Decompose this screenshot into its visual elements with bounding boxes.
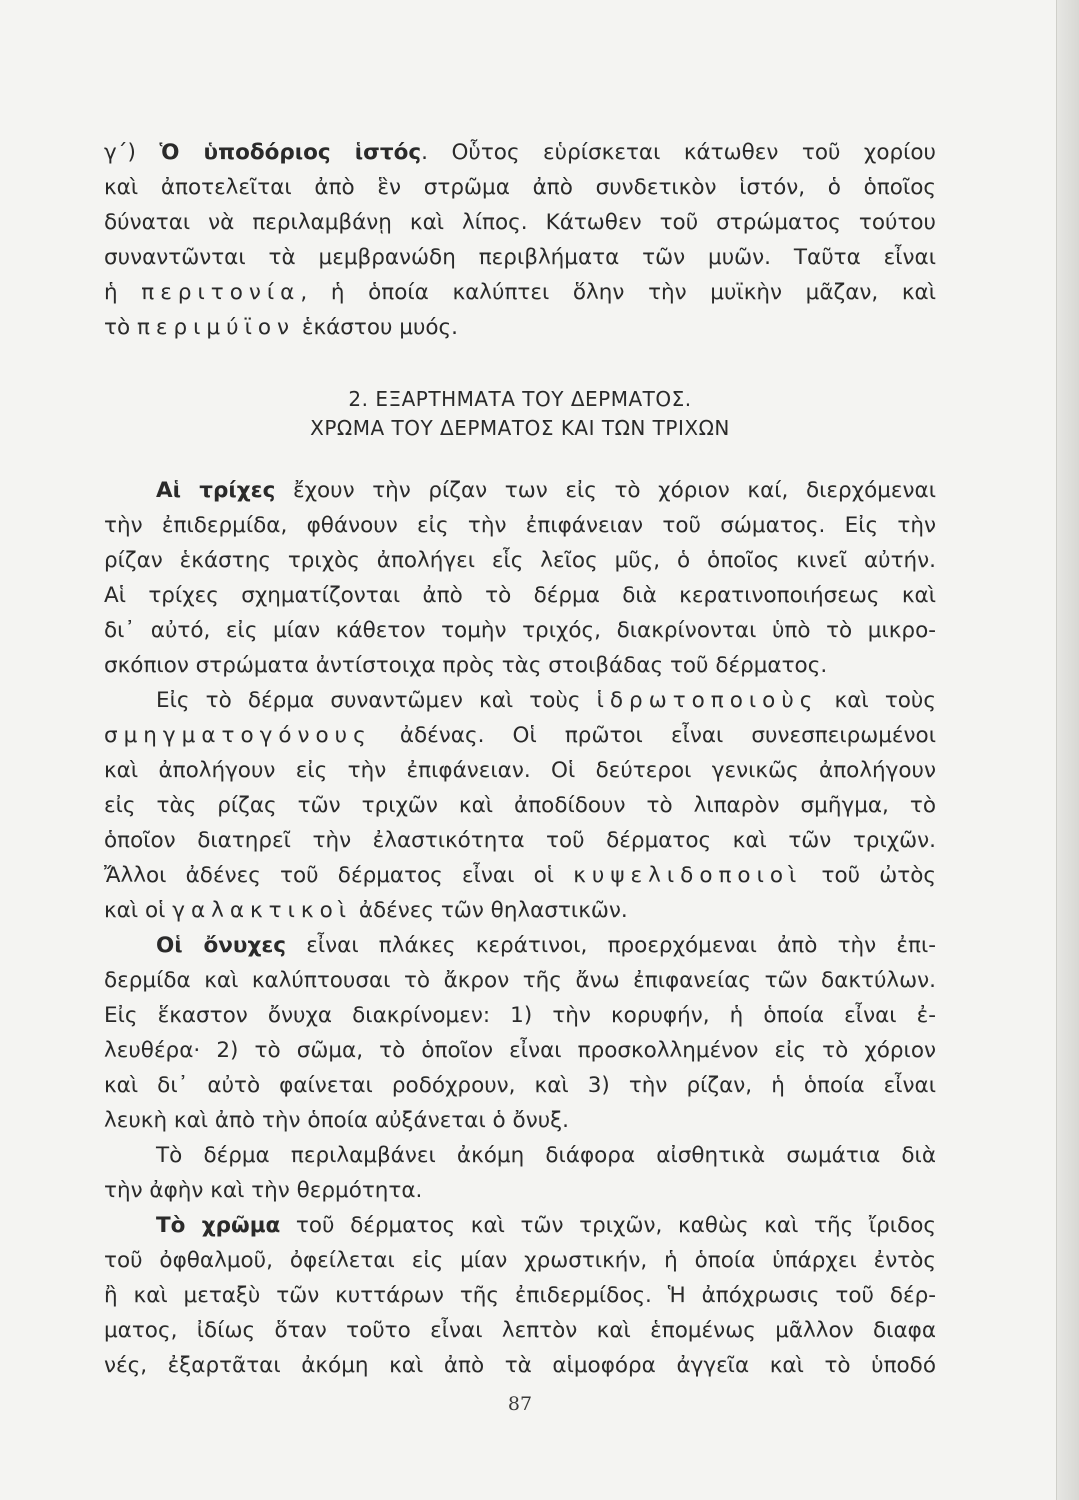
text-run: καὶ ἀποτελεῖται ἀπὸ ἓν στρῶμα ἀπὸ συνδετικὸν ἱστόν, ὁ ὁποῖος <box>104 175 936 200</box>
text-line <box>104 1208 936 1243</box>
text-run: νές, ἐξαρτᾶται ἀκόμη καὶ ἀπὸ τὰ αἱμοφόρα ἀγγεῖα καὶ τὸ ὑποδό <box>104 1353 936 1378</box>
text-line <box>104 275 936 310</box>
bold-term: Οἱ ὄνυχες <box>156 933 287 958</box>
text-run: συναντῶνται τὰ μεμβρανώδη περιβλήματα τῶν μυῶν. Ταῦτα εἶναι <box>104 245 936 270</box>
text-run: ρίζαν ἑκάστης τριχὸς ἀπολήγει εἷς λεῖος μῦς, ὁ ὁποῖος κινεῖ αὐτήν. <box>104 548 936 573</box>
text-run: εἶναι πλάκες κεράτινοι, προερχόμεναι ἀπὸ τὴν ἐπι- <box>286 933 936 958</box>
text-run: δύναται νὰ περιλαμβάνῃ καὶ λίπος. Κάτωθεν τοῦ στρώματος τούτου <box>104 210 936 235</box>
text-run: τὴν ἐπιδερμίδα, φθάνουν εἰς τὴν ἐπιφάνειαν τοῦ σώματος. Εἰς τὴν <box>104 513 936 538</box>
page-edge <box>1056 0 1079 1500</box>
text-run: Εἰς τὸ δέρμα συναντῶμεν καὶ τοὺς <box>156 688 597 713</box>
text-run: τὴν ἀφὴν καὶ τὴν θερμότητα. <box>104 1178 423 1203</box>
text-run: ματος, ἰδίως ὅταν τοῦτο εἶναι λεπτὸν καὶ ἑπομένως μᾶλλον διαφα <box>104 1318 936 1343</box>
text-line <box>104 718 936 753</box>
text-line <box>104 310 936 345</box>
text-line <box>104 473 936 508</box>
spaced-term: σμηγματογόνους <box>104 723 372 748</box>
text-run: τοῦ ὠτὸς <box>802 863 936 888</box>
text-line <box>104 1243 936 1278</box>
text-line <box>104 578 936 613</box>
text-run: ἑκάστου μυός. <box>294 315 459 340</box>
text-line <box>104 998 936 1033</box>
text-line <box>104 170 936 205</box>
bold-term: Αἱ τρίχες <box>156 478 276 503</box>
text-line <box>104 1033 936 1068</box>
text-run: λευκὴ καὶ ἀπὸ τὴν ὁποία αὐξάνεται ὁ ὄνυξ. <box>104 1108 569 1133</box>
section-heading-line-1: 2. ΕΞΑΡΤΗΜΑΤΑ ΤΟΥ ΔΕΡΜΑΤΟΣ. <box>348 387 692 411</box>
text-run: τοῦ ὀφθαλμοῦ, ὀφείλεται εἰς μίαν χρωστικήν, ἡ ὁποία ὑπάρχει ἐντὸς <box>104 1248 936 1273</box>
text-line <box>104 1173 936 1208</box>
section-heading-line-2: ΧΡΩΜΑ ΤΟΥ ΔΕΡΜΑΤΟΣ ΚΑΙ ΤΩΝ ΤΡΙΧΩΝ <box>310 416 730 440</box>
text-run: δι᾽ αὐτό, εἰς μίαν κάθετον τομὴν τριχός, διακρίνονται ὑπὸ τὸ μικρο- <box>104 618 936 643</box>
text-run: εἰς τὰς ρίζας τῶν τριχῶν καὶ ἀποδίδουν τὸ λιπαρὸν σμῆγμα, τὸ <box>104 793 936 818</box>
text-line <box>104 543 936 578</box>
text-run: καὶ οἱ <box>104 898 173 923</box>
page-text <box>104 135 936 1383</box>
text-line <box>104 648 936 683</box>
text-run: τοῦ δέρματος καὶ τῶν τριχῶν, καθὼς καὶ τῆς ἴριδος <box>280 1213 936 1238</box>
text-line <box>104 963 936 998</box>
text-line <box>104 1068 936 1103</box>
text-run: καὶ ἀπολήγουν εἰς τὴν ἐπιφάνειαν. Οἱ δεύτεροι γενικῶς ἀπολήγουν <box>104 758 936 783</box>
text-run: , ἡ ὁποία καλύπτει ὅλην τὴν μυϊκὴν μᾶζαν, καὶ <box>300 280 936 305</box>
text-line <box>104 1348 936 1383</box>
text-line <box>104 205 936 240</box>
subcutaneous-tissue-paragraph <box>104 135 936 345</box>
bold-term: Τὸ χρῶμα <box>156 1213 281 1238</box>
text-line <box>104 1138 936 1173</box>
text-run: Ἄλλοι ἀδένες τοῦ δέρματος εἶναι οἱ <box>104 863 574 888</box>
spaced-term: ἱδρωτοποιοὺς <box>596 688 819 713</box>
text-run: Τὸ δέρμα περιλαμβάνει ἀκόμη διάφορα αἰσθητικὰ σωμάτια διὰ <box>156 1143 936 1168</box>
text-line <box>104 683 936 718</box>
text-line <box>104 613 936 648</box>
text-line <box>104 788 936 823</box>
text-run: Εἰς ἕκαστον ὄνυχα διακρίνομεν: 1) τὴν κορυφήν, ἡ ὁποία εἶναι ἐ- <box>104 1003 936 1028</box>
text-run: δερμίδα καὶ καλύπτουσαι τὸ ἄκρον τῆς ἄνω ἐπιφανείας τῶν δακτύλων. <box>104 968 936 993</box>
text-line <box>104 1278 936 1313</box>
text-line <box>104 135 936 170</box>
text-run: τὸ <box>104 315 137 340</box>
text-line <box>104 1313 936 1348</box>
text-run: καὶ δι᾽ αὐτὸ φαίνεται ροδόχρουν, καὶ 3) τὴν ρίζαν, ἡ ὁποία εἶναι <box>104 1073 936 1098</box>
page-number: 87 <box>507 1393 533 1415</box>
spaced-term: κυψελιδοποιοὶ <box>573 863 803 888</box>
spaced-term: περιτονία <box>141 280 301 305</box>
body-text <box>104 473 936 1383</box>
text-run: ὁποῖον διατηρεῖ τὴν ἐλαστικότητα τοῦ δέρματος καὶ τῶν τριχῶν. <box>104 828 936 853</box>
text-line <box>104 893 936 928</box>
text-run: γ΄) <box>104 140 160 165</box>
text-run: ἀδένας. Οἱ πρῶτοι εἶναι συνεσπειρωμένοι <box>371 723 936 748</box>
text-line <box>104 823 936 858</box>
text-run: καὶ τοὺς <box>818 688 936 713</box>
text-line <box>104 858 936 893</box>
text-run: σκόπιον στρώματα ἀντίστοιχα πρὸς τὰς στοιβάδας τοῦ δέρματος. <box>104 653 828 678</box>
text-run: λευθέρα· 2) τὸ σῶμα, τὸ ὁποῖον εἶναι προσκολλημένον εἰς τὸ χόριον <box>104 1038 936 1063</box>
text-line <box>104 240 936 275</box>
spaced-term: γαλακτικοὶ <box>172 898 353 923</box>
bold-term: Ὁ ὑποδόριος ἱστός <box>159 140 422 165</box>
spaced-term: περιμύϊον <box>136 315 295 340</box>
text-run: ἀδένες τῶν θηλαστικῶν. <box>352 898 628 923</box>
text-line <box>104 1103 936 1138</box>
text-run: . Οὗτος εὑρίσκεται κάτωθεν τοῦ χορίου <box>421 140 936 165</box>
text-run: ἡ <box>104 280 142 305</box>
text-run: Αἱ τρίχες σχηματίζονται ἀπὸ τὸ δέρμα διὰ κερατινοποιήσεως καὶ <box>104 583 936 608</box>
text-line <box>104 753 936 788</box>
text-line <box>104 508 936 543</box>
text-line <box>104 928 936 963</box>
text-run: ἔχουν τὴν ρίζαν των εἰς τὸ χόριον καί, διερχόμεναι <box>275 478 936 503</box>
text-run: ἢ καὶ μεταξὺ τῶν κυττάρων τῆς ἐπιδερμίδος. Ἡ ἀπόχρωσις τοῦ δέρ- <box>104 1283 936 1308</box>
